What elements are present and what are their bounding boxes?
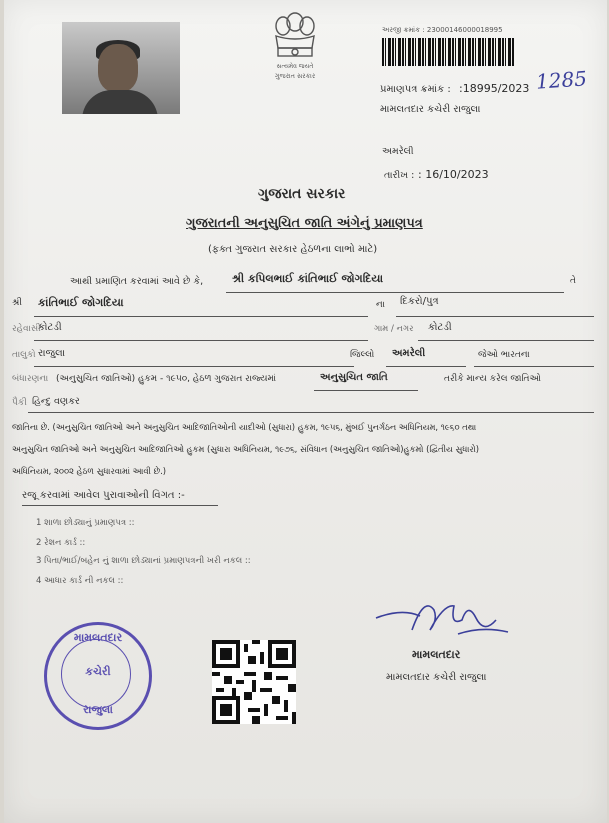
signatory-title: મામલતદાર	[412, 648, 461, 661]
text-na: ના	[376, 300, 385, 310]
barcode	[382, 38, 514, 66]
certificate-page	[4, 0, 607, 823]
handwritten-number: 1285	[535, 66, 588, 94]
taluka-label: તાલુકો	[12, 350, 36, 360]
signature	[372, 590, 512, 648]
signatory-office: મામલતદાર કચેરી રાજુલા	[386, 672, 487, 683]
legal-paragraph-line-1: જાતિના છે. (અનુસુચિત જાતિઓ અને અનુસુચિત આદિજાતિઓની યાદીઓ (સુધારા) હુકમ, ૧૯૫૬, મુંબઈ પુનર્ગઠન અધિનિયમ, ૧૯૬૦ તથા	[12, 422, 477, 432]
qr-code-icon	[212, 640, 296, 724]
government-title: ગુજરાત સરકાર	[258, 186, 346, 202]
issuing-office: મામલતદાર કચેરી રાજુલા	[380, 104, 481, 115]
national-emblem-icon	[266, 8, 324, 88]
shri-prefix: શ્રી	[12, 298, 22, 308]
caste-prefix: પૈકી	[12, 398, 27, 408]
resident-value: કોટડી	[38, 322, 62, 333]
stamp-middle-text: કચેરી	[85, 665, 111, 678]
district-label: જિલ્લો	[350, 350, 375, 360]
stamp-top-text: મામલતદાર	[73, 631, 123, 644]
document-item: 1 શાળા છોડ્યાનું પ્રમાણપત્ર ::	[36, 518, 135, 528]
date-label: તારીખ :	[384, 170, 415, 181]
caste-class: અનુસુચિત જાતિ	[320, 372, 388, 383]
issue-date: : 16/10/2023	[418, 168, 489, 181]
document-item: 3 પિતા/ભાઈ/બહેન નું શાળા છોડ્યાનાં પ્રમાણપત્રની ખરી નકલ ::	[36, 556, 251, 566]
certificate-title: ગુજરાતની અનુસુચિત જાતિ અંગેનું પ્રમાણપત્ર	[186, 216, 423, 231]
constitution-text: (અનુસુચિત જાતિઓ) હુકમ - ૧૯૫૦, હેઠળ ગુજરાત રાજ્યમાં	[56, 374, 277, 384]
caste-value: હિન્દુ વણકર	[32, 396, 80, 407]
certificate-number-label: પ્રમાણપત્ર ક્રમાંક :	[380, 84, 451, 95]
stamp-bottom-text: રાજુલા	[83, 703, 113, 716]
village-value: કોટડી	[428, 322, 452, 333]
place: અમરેલી	[382, 146, 414, 157]
document-item: 4 આધાર કાર્ડ ની નકલ ::	[36, 576, 124, 586]
recognized-text: તરીકે માન્ય કરેલ જાતિઓ	[444, 374, 541, 384]
which-india-text: જેઓ ભારતના	[478, 350, 530, 360]
relation: દિકરો/પુત્ર	[400, 296, 439, 307]
resident-label: રહેવાસી	[12, 324, 41, 334]
holder-name: શ્રી કપિલભાઈ કાંતિભાઈ જોગદિયા	[232, 272, 384, 285]
emblem-motto: સત્યમેવ જયતે	[276, 63, 314, 70]
father-name: કાંતિભાઈ જોગદિયા	[38, 296, 124, 309]
documents-heading: રજૂ કરવામાં આવેલ પુરાવાઓની વિગત :-	[22, 490, 185, 501]
certificate-subtitle: (ફક્ત ગુજરાત સરકાર હેઠળના લાભો માટે)	[208, 244, 378, 255]
district-value: અમરેલી	[392, 348, 426, 359]
applicant-photo	[62, 22, 180, 114]
constitution-prefix: બંધારણના	[12, 374, 49, 384]
intro-text: આથી પ્રમાણિત કરવામાં આવે છે કે,	[70, 276, 204, 287]
legal-paragraph-line-3: અધિનિયમ, ૨૦૦૨ હેઠળ સુધારવામાં આવી છે.)	[12, 466, 167, 476]
application-number: અરજી ક્રમાંક : 23000146000018995	[382, 26, 503, 34]
document-item: 2 રેશન કાર્ડ ::	[36, 538, 86, 548]
village-label: ગામ / નગર	[374, 324, 414, 334]
text-te: તે	[570, 276, 576, 286]
official-stamp	[44, 622, 152, 730]
legal-paragraph-line-2: અનુસુચિત જાતિઓ અને અનુસુચિત આદિજાતિઓ હુકમ (સુધારા અધિનિયમ, ૧૯૭૬, સંવિધાન (અનુસુચિત જાતિઓ)હુકમો (દ્વિતીય સુધારો)	[12, 444, 480, 454]
emblem-caption: ગુજરાત સરકાર	[274, 72, 316, 80]
certificate-number: :18995/2023	[459, 82, 530, 95]
taluka-value: રાજુલા	[38, 348, 66, 359]
